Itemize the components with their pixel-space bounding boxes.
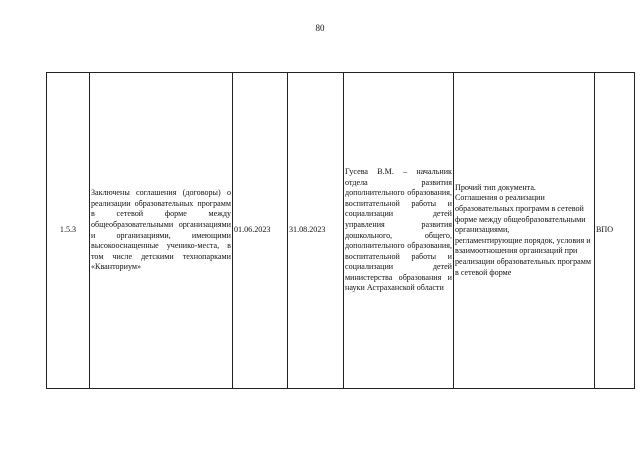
document-title-line: Соглашения о реализации образовательных программ в сетевой форме между общеобразовательными организациями, <box>455 193 586 235</box>
page-number: 80 <box>315 23 325 33</box>
document-cell <box>454 73 595 389</box>
level-cell: ВПО <box>595 73 635 389</box>
table-row <box>47 73 635 389</box>
row-number-cell: 1.5.3 <box>47 73 90 389</box>
document-purpose-line: регламентирующие порядок, условия и взаимоотношения организаций при реализации образовательных программ в сетевой форме <box>455 235 592 277</box>
document-type-line: Прочий тип документа. <box>455 182 536 192</box>
start-date-cell: 01.06.2023 <box>233 73 288 389</box>
responsible-cell: Гусева В.М. – начальник отдела развития дополнительного образования, воспитательной работы и социализации детей управления развития дошкольного, общего, дополнительного образования, воспитательной работы и социализации детей министерства образования и науки Астраханской области <box>344 73 454 389</box>
activity-table <box>46 72 635 389</box>
end-date-cell: 31.08.2023 <box>288 73 344 389</box>
description-cell: Заключены соглашения (договоры) о реализации образовательных программ в сетевой форме между общеобразовательными организациями и организациями, имеющими высокооснащенные ученико-места, в том числе детскими технопарками «Кванториум» <box>90 73 233 389</box>
